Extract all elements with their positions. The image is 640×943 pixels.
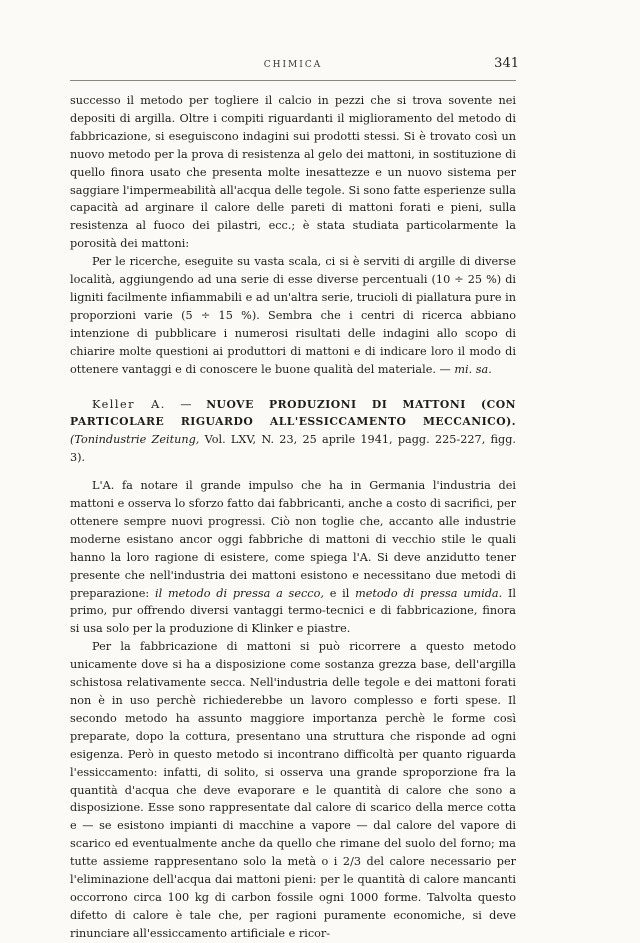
abstract-2-method-wet: metodo di pressa umida. xyxy=(355,586,503,600)
abstract-1-paragraph-1: successo il metodo per togliere il calcio in pezzi che si trova sovente nei depositi di argilla. Oltre i compiti riguardanti il miglioramento del metodo di fabbricazione, si eseguiscono indagini sui prodotti stessi. Si è trovato così un nuovo metodo per la prova di resistenza al gelo dei mattoni, in sostituzione di quello finora usato che presenta molte inesattezze e un nuovo sistema per saggiare l'impermeabilità all'acqua delle tegole. Si sono fatte esperienze sulla capacità ad arginare il calore delle pareti di mattoni forati e pieni, sulla resistenza al fuoco dei pilastri, ecc.; è stata studiata particolarmente la porosità dei mattoni: xyxy=(70,94,516,251)
section-gap xyxy=(70,379,516,396)
page-number: 341 xyxy=(494,56,519,71)
abstract-2-paragraph-1 xyxy=(70,477,516,638)
reference-2-details: Vol. LXV, N. 23, 25 aprile 1941, pagg. 225-227, figg. 3). xyxy=(70,433,517,465)
abstract-2-paragraph-1-c: Il primo, pur offrendo diversi vantaggi termo-tecnici e di fabbricazione, finora si usa solo per la produzione di Klinker e piastre. xyxy=(70,586,516,636)
reference-2-title: NUOVE PRODUZIONI DI MATTONI (CON PARTICOLARE RIGUARDO ALL'ESSICCAMENTO MECCANICO). xyxy=(70,397,516,429)
page-header xyxy=(70,56,519,78)
header-rule xyxy=(70,80,516,81)
abstract-1-paragraph-2-text: Per le ricerche, eseguite su vasta scala, ci si è serviti di argille di diverse località, aggiungendo ad una serie di esse diverse percentuali (10 ÷ 25 %) di ligniti facilmente infiammabili e ad un'altra serie, trucioli di piallatura pure in proporzioni varie (5 ÷ 15 %). Sembra che i centri di ricerca abbiano intenzione di pubblicare i numerosi risultati delle indagini allo scopo di chiarire molte questioni ai produttori di mattoni e di indicare loro il modo di ottenere vantaggi e di conoscere le buone qualità del materiale. — xyxy=(70,255,516,376)
reference-2-journal: (Tonindustrie Zeitung, xyxy=(70,433,200,447)
reference-2-dash: — xyxy=(165,397,207,411)
abstract-1-paragraph-2 xyxy=(70,253,516,378)
abstract-2-paragraph-2: Per la fabbricazione di mattoni si può ricorrere a questo metodo unicamente dove si ha a disposizione come sostanza grezza base, dell'argilla schistosa relativamente secca. Nell'industria delle tegole e dei mattoni forati non è in uso perchè richiederebbe un lavoro complesso e forti spese. Il secondo metodo ha assunto maggiore importanza perchè le forme così preparate, dopo la cottura, presentano una struttura che risponde ad ogni esigenza. Però in questo metodo si incontrano difficoltà per quanto riguarda l'essiccamento: infatti, di solito, si osserva una grande sproporzione fra la quantità d'acqua che deve evaporare e le quantità di calore che sono a disposizione. Esse sono rappresentate dal calore di scarico della merce cotta e — se esistono impianti di macchine a vapore — dal calore del vapore di scarico ed eventualmente anche da quello che rimane del suolo del forno; ma tutte assieme rappresentano solo la metà o i 2/3 del calore necessario per l'eliminazione dell'acqua dai mattoni pieni: per le quantità di calore mancanti occorrono circa 100 kg di carbon fossile ogni 1000 forme. Talvolta questo difetto di calore è tale che, per ragioni puramente economiche, si deve rinunciare all'essiccamento artificiale e ricor- xyxy=(70,640,516,940)
running-head: CHIMICA xyxy=(263,60,323,70)
reference-2-citation xyxy=(70,396,516,468)
reference-2-author: Keller A. xyxy=(92,397,166,411)
abstract-2-method-dry: il metodo di pressa a secco, xyxy=(155,586,324,600)
abstract-2-paragraph-1-a: L'A. fa notare il grande impulso che ha in Germania l'industria dei mattoni e osserva lo sforzo fatto dai fabbricanti, anche a costo di sacrifici, per ottenere sempre nuovi progressi. Ciò non toglie che, accanto alle industrie moderne esistano ancor oggi fabbriche di mattoni di vecchio stile le quali hanno la loro ragione di esistere, come spiega l'A. Si deve anzidutto tener presente che nell'industria dei mattoni esistono e necessitano due metodi di preparazione: xyxy=(70,479,516,600)
page-body xyxy=(70,92,516,943)
abstract-2-paragraph-1-b: e il xyxy=(323,586,350,600)
abstract-1-signature: mi. sa. xyxy=(454,362,492,376)
section-gap-2 xyxy=(70,467,516,477)
